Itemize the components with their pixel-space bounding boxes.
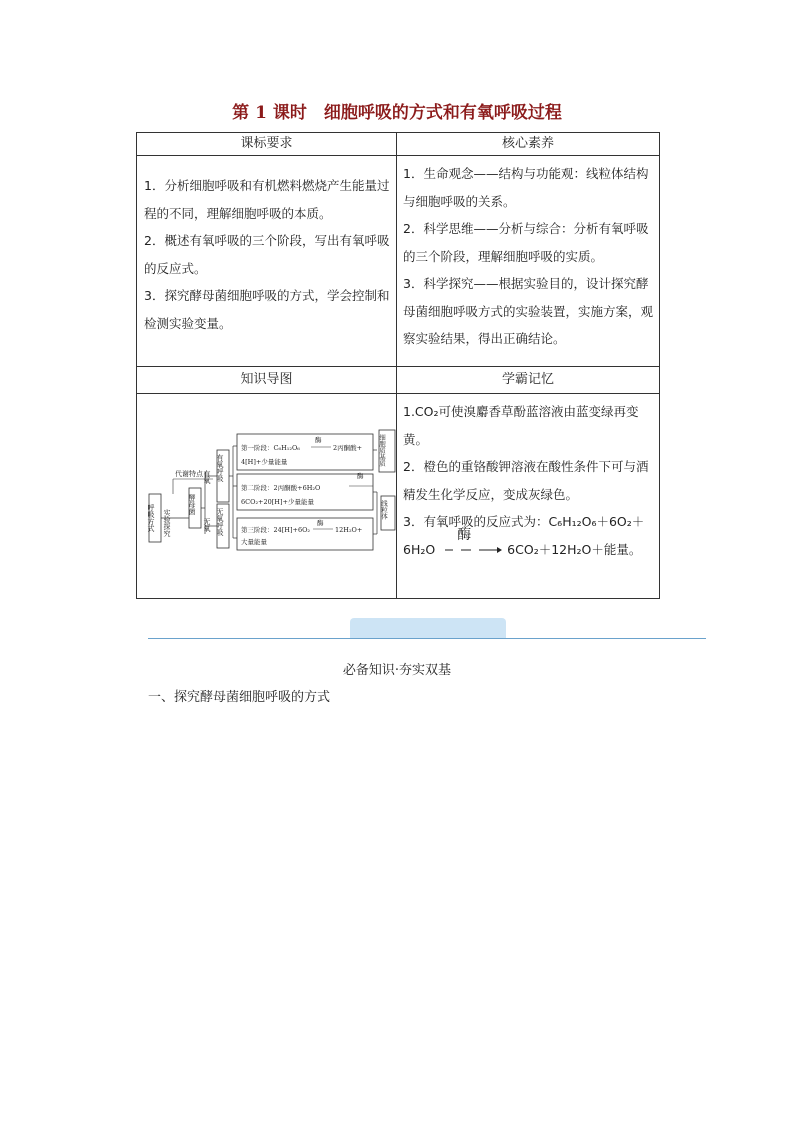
standard-item: 1．分析细胞呼吸和有机燃料燃烧产生能量过程的不同，理解细胞呼吸的本质。	[144, 178, 390, 221]
arrow-icon	[439, 536, 503, 564]
header-standards: 课标要求	[137, 133, 397, 156]
literacy-cell	[397, 156, 660, 367]
literacy-item: 2．科学思维——分析与综合：分析有氧呼吸的三个阶段，理解细胞呼吸的实质。	[403, 221, 649, 264]
memory-item-2: 2．橙色的重铬酸钾溶液在酸性条件下可与酒精发生化学反应，变成灰绿色。	[403, 459, 649, 502]
header-memory: 学霸记忆	[397, 367, 660, 394]
lesson-table	[136, 132, 660, 599]
section-heading: 一、探究酵母菌细胞呼吸的方式	[148, 690, 331, 705]
stage3-enzyme: 酶	[317, 519, 324, 527]
label-experiment: 实验探究	[163, 509, 171, 537]
label-yeast: 酵母菌	[188, 494, 196, 515]
stage2-enzyme: 酶	[357, 472, 364, 480]
stage1-text-a: 第一阶段：C₆H₁₂O₆	[241, 444, 300, 452]
section-divider	[148, 638, 706, 639]
stage1-text-c: 4[H]+少量能量	[241, 458, 288, 466]
label-mitochondria: 线粒体	[380, 500, 388, 520]
section-banner-tab	[350, 618, 506, 638]
enzyme-label: 酶	[457, 527, 472, 543]
standard-item: 2．概述有氧呼吸的三个阶段，写出有氧呼吸的反应式。	[144, 233, 390, 276]
stage2-text-a: 第二阶段：2丙酮酸+6H₂O	[241, 484, 321, 492]
standards-cell	[137, 156, 397, 367]
stage3-text-c: 大量能量	[241, 538, 267, 546]
enzyme-arrow	[439, 527, 503, 564]
label-anaerobic: 无氧呼吸	[216, 508, 224, 536]
label-anaerobic-short: 无氧	[203, 518, 211, 532]
knowledge-map-diagram	[137, 394, 397, 598]
literacy-item: 3．科学探究——根据实验目的，设计探究酵母菌细胞呼吸方式的实验装置，实施方案，观察实验结果，得出正确结论。	[403, 276, 654, 346]
stage1-text-b: 2丙酮酸+	[333, 444, 363, 452]
memory-item-3	[403, 508, 655, 564]
memory-item-3-products: 6CO₂＋12H₂O＋能量。	[507, 541, 642, 557]
stage2-text-b: 6CO₂+20[H]+少量能量	[241, 498, 314, 506]
standard-item: 3．探究酵母菌细胞呼吸的方式，学会控制和检测实验变量。	[144, 288, 390, 331]
memory-cell	[397, 394, 660, 599]
stage1-enzyme: 酶	[315, 436, 322, 444]
section-title: 必备知识·夯实双基	[342, 663, 452, 678]
memory-item-1: 1.CO₂可使溴麝香草酚蓝溶液由蓝变绿再变黄。	[403, 404, 639, 447]
header-knowledge-map: 知识导图	[137, 367, 397, 394]
stage3-text-b: 12H₂O+	[335, 526, 363, 534]
memory-item-3-prefix: 3．有氧呼吸的反应式为：C₆H₁₂O₆＋6O₂＋	[403, 514, 645, 529]
stage3-text-a: 第三阶段：24[H]+6O₂	[241, 526, 311, 534]
header-literacy: 核心素养	[397, 133, 660, 156]
knowledge-map-cell	[137, 394, 397, 599]
label-aerobic-short: 有氧	[203, 470, 211, 484]
page-title: 第 1 课时 细胞呼吸的方式和有氧呼吸过程	[232, 103, 562, 123]
label-root: 呼吸方式	[147, 504, 155, 532]
memory-item-3-reactant: 6H₂O	[403, 541, 436, 557]
label-aerobic: 有氧呼吸	[216, 454, 224, 482]
label-metabolic: 代谢特点	[175, 470, 203, 478]
label-cytoplasm: 细胞质基质	[378, 434, 386, 467]
literacy-item: 1．生命观念——结构与功能观：线粒体结构与细胞呼吸的关系。	[403, 166, 649, 209]
